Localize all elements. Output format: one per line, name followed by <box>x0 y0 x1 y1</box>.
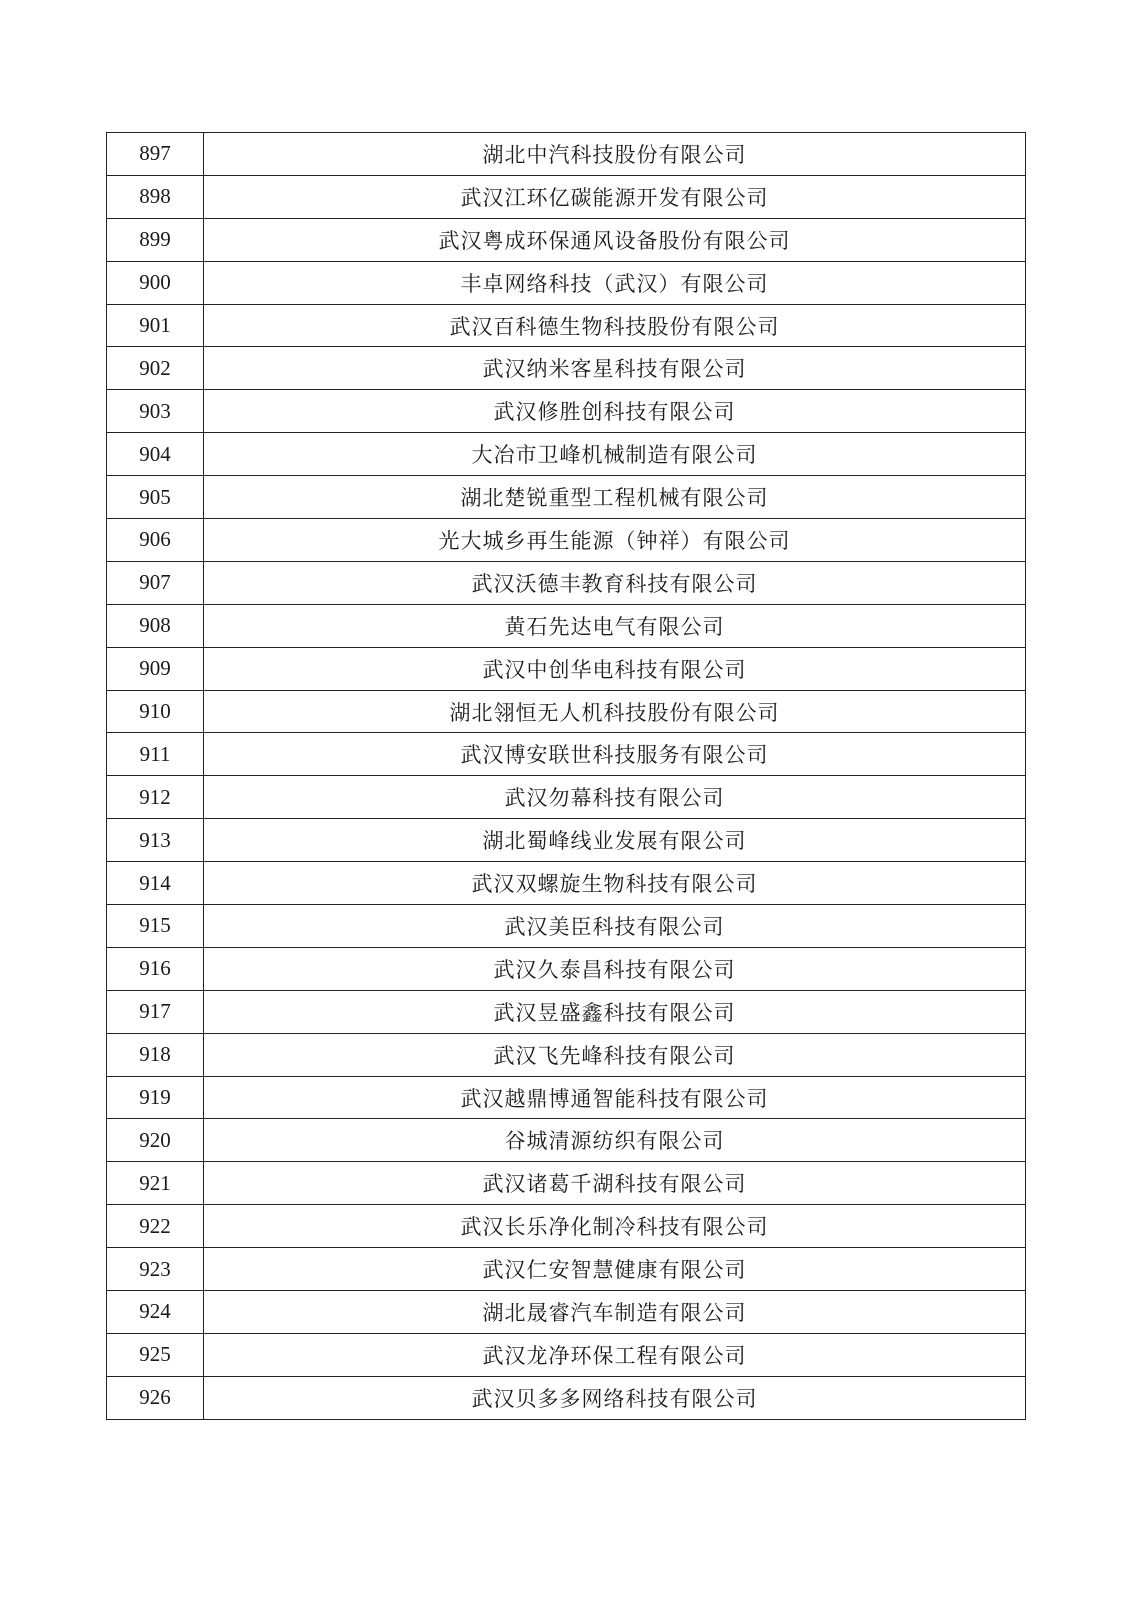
table-row <box>107 433 1026 476</box>
company-name: 武汉双螺旋生物科技有限公司 <box>204 862 1026 905</box>
row-number: 912 <box>107 776 204 819</box>
row-number: 915 <box>107 905 204 948</box>
table-row <box>107 304 1026 347</box>
row-number: 916 <box>107 947 204 990</box>
table-row <box>107 1333 1026 1376</box>
table-row <box>107 947 1026 990</box>
company-name: 武汉贝多多网络科技有限公司 <box>204 1376 1026 1419</box>
company-name: 谷城清源纺织有限公司 <box>204 1119 1026 1162</box>
row-number: 900 <box>107 261 204 304</box>
table-row <box>107 1033 1026 1076</box>
company-name: 武汉长乐净化制冷科技有限公司 <box>204 1205 1026 1248</box>
company-name: 武汉龙净环保工程有限公司 <box>204 1333 1026 1376</box>
company-name: 武汉久泰昌科技有限公司 <box>204 947 1026 990</box>
company-name: 武汉飞先峰科技有限公司 <box>204 1033 1026 1076</box>
row-number: 911 <box>107 733 204 776</box>
table-row <box>107 1076 1026 1119</box>
row-number: 923 <box>107 1248 204 1291</box>
company-name: 黄石先达电气有限公司 <box>204 604 1026 647</box>
row-number: 924 <box>107 1291 204 1334</box>
company-name: 大冶市卫峰机械制造有限公司 <box>204 433 1026 476</box>
row-number: 902 <box>107 347 204 390</box>
company-name: 武汉中创华电科技有限公司 <box>204 647 1026 690</box>
company-name: 武汉沃德丰教育科技有限公司 <box>204 561 1026 604</box>
table-row <box>107 990 1026 1033</box>
row-number: 907 <box>107 561 204 604</box>
row-number: 921 <box>107 1162 204 1205</box>
table-row <box>107 819 1026 862</box>
company-name: 光大城乡再生能源（钟祥）有限公司 <box>204 519 1026 562</box>
company-name: 湖北翎恒无人机科技股份有限公司 <box>204 690 1026 733</box>
table-row <box>107 733 1026 776</box>
table-row <box>107 905 1026 948</box>
row-number: 925 <box>107 1333 204 1376</box>
table-row <box>107 647 1026 690</box>
company-name: 武汉美臣科技有限公司 <box>204 905 1026 948</box>
table-row <box>107 862 1026 905</box>
company-name: 武汉修胜创科技有限公司 <box>204 390 1026 433</box>
company-name: 武汉昱盛鑫科技有限公司 <box>204 990 1026 1033</box>
table-row <box>107 776 1026 819</box>
row-number: 908 <box>107 604 204 647</box>
company-name: 武汉纳米客星科技有限公司 <box>204 347 1026 390</box>
row-number: 917 <box>107 990 204 1033</box>
table-row <box>107 690 1026 733</box>
company-name: 武汉仁安智慧健康有限公司 <box>204 1248 1026 1291</box>
company-name: 湖北晟睿汽车制造有限公司 <box>204 1291 1026 1334</box>
table-row <box>107 175 1026 218</box>
company-name: 武汉百科德生物科技股份有限公司 <box>204 304 1026 347</box>
row-number: 898 <box>107 175 204 218</box>
row-number: 905 <box>107 476 204 519</box>
table-row <box>107 604 1026 647</box>
table-row <box>107 218 1026 261</box>
row-number: 903 <box>107 390 204 433</box>
company-name: 丰卓网络科技（武汉）有限公司 <box>204 261 1026 304</box>
row-number: 913 <box>107 819 204 862</box>
company-name: 武汉诸葛千湖科技有限公司 <box>204 1162 1026 1205</box>
table-row <box>107 1119 1026 1162</box>
row-number: 906 <box>107 519 204 562</box>
company-name: 武汉勿幕科技有限公司 <box>204 776 1026 819</box>
row-number: 926 <box>107 1376 204 1419</box>
company-list-table <box>106 132 1026 1420</box>
row-number: 919 <box>107 1076 204 1119</box>
table-row <box>107 476 1026 519</box>
company-name: 湖北楚锐重型工程机械有限公司 <box>204 476 1026 519</box>
row-number: 904 <box>107 433 204 476</box>
company-name: 武汉江环亿碳能源开发有限公司 <box>204 175 1026 218</box>
row-number: 901 <box>107 304 204 347</box>
row-number: 922 <box>107 1205 204 1248</box>
row-number: 918 <box>107 1033 204 1076</box>
row-number: 914 <box>107 862 204 905</box>
company-name: 武汉粤成环保通风设备股份有限公司 <box>204 218 1026 261</box>
row-number: 920 <box>107 1119 204 1162</box>
table-row <box>107 1205 1026 1248</box>
table-row <box>107 1162 1026 1205</box>
table-row <box>107 261 1026 304</box>
company-name: 武汉越鼎博通智能科技有限公司 <box>204 1076 1026 1119</box>
row-number: 899 <box>107 218 204 261</box>
table-row <box>107 347 1026 390</box>
table-row <box>107 1291 1026 1334</box>
table-row <box>107 1248 1026 1291</box>
row-number: 897 <box>107 133 204 176</box>
table-row <box>107 390 1026 433</box>
company-list-body <box>107 133 1026 1420</box>
company-name: 武汉博安联世科技服务有限公司 <box>204 733 1026 776</box>
table-row <box>107 519 1026 562</box>
row-number: 910 <box>107 690 204 733</box>
company-name: 湖北蜀峰线业发展有限公司 <box>204 819 1026 862</box>
table-row <box>107 133 1026 176</box>
table-row <box>107 561 1026 604</box>
row-number: 909 <box>107 647 204 690</box>
table-row <box>107 1376 1026 1419</box>
company-name: 湖北中汽科技股份有限公司 <box>204 133 1026 176</box>
